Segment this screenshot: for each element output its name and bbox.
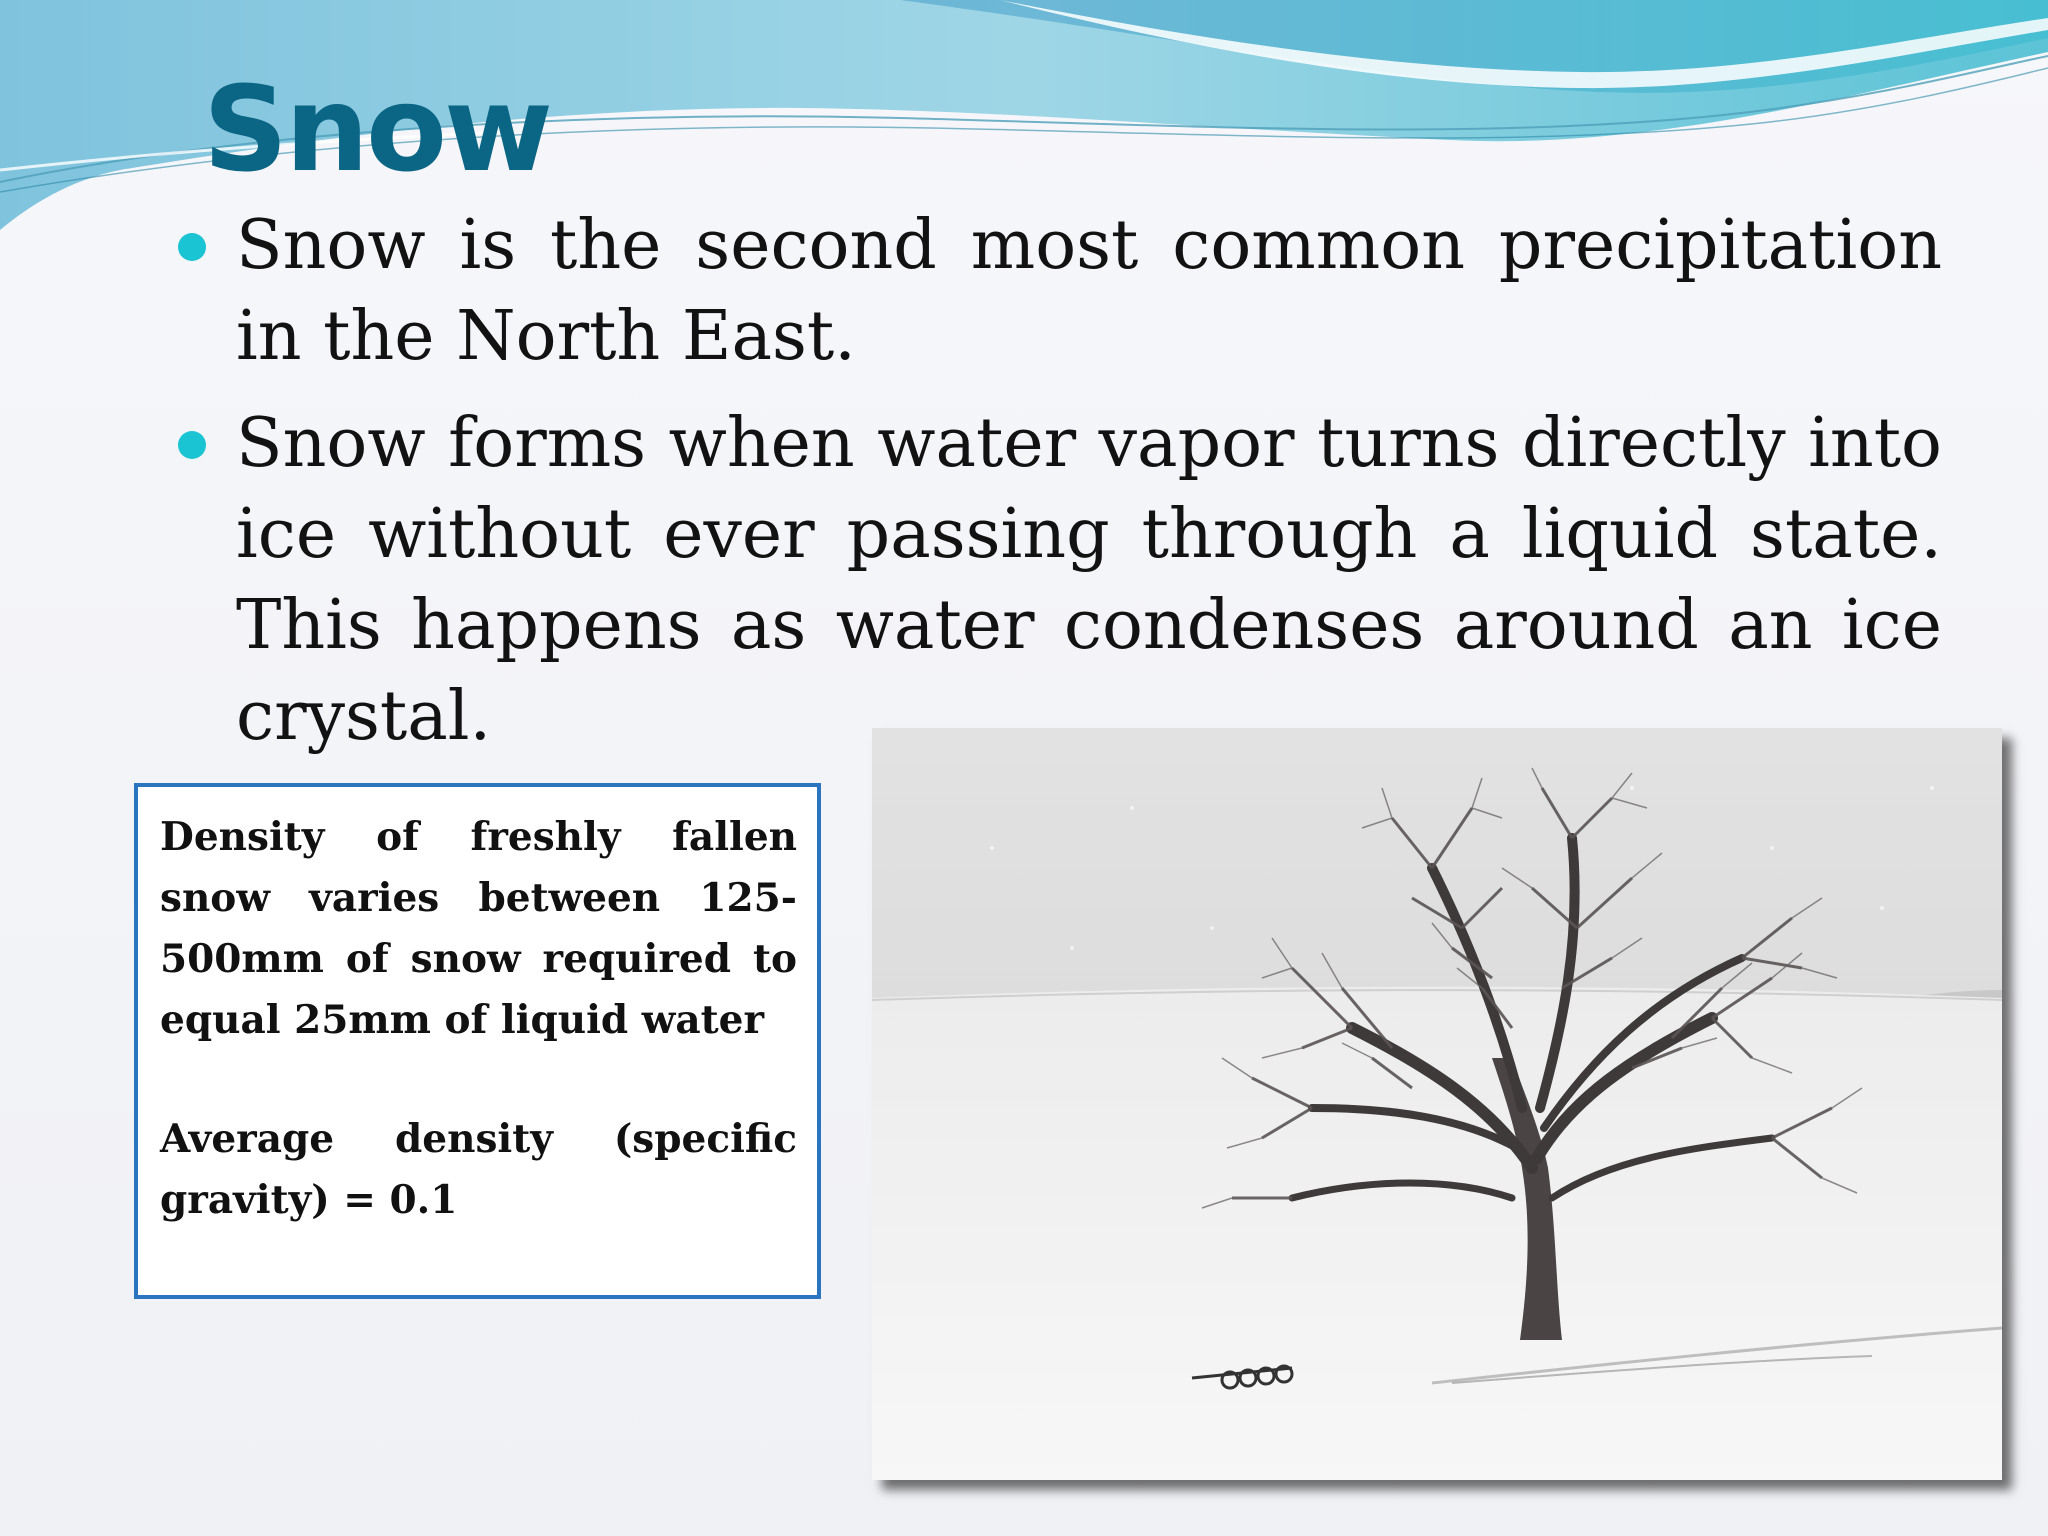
bullet-text: Snow forms when water vapor turns directly into ice without ever passing through a liquid state. This happens as water condenses around an ice crystal. bbox=[236, 404, 1942, 756]
density-info-box bbox=[134, 783, 821, 1299]
bullet-dot-icon bbox=[178, 431, 206, 459]
tree-photo-illustration bbox=[872, 728, 2002, 1480]
slide-title: Snow bbox=[203, 60, 551, 198]
tree-in-snow-photo bbox=[872, 728, 2002, 1480]
density-average-text: Average density (specific gravity) = 0.1 bbox=[160, 1116, 797, 1223]
bullet-dot-icon bbox=[178, 233, 206, 261]
bullet-item bbox=[176, 398, 1942, 762]
bullet-item bbox=[176, 200, 1942, 382]
bullet-text: Snow is the second most common precipitation in the North East. bbox=[236, 206, 1942, 376]
density-fact-text: Density of freshly fallen snow varies between 125-500mm of snow required to equal 25mm of liquid water bbox=[160, 814, 797, 1043]
bullet-list bbox=[176, 200, 1942, 778]
